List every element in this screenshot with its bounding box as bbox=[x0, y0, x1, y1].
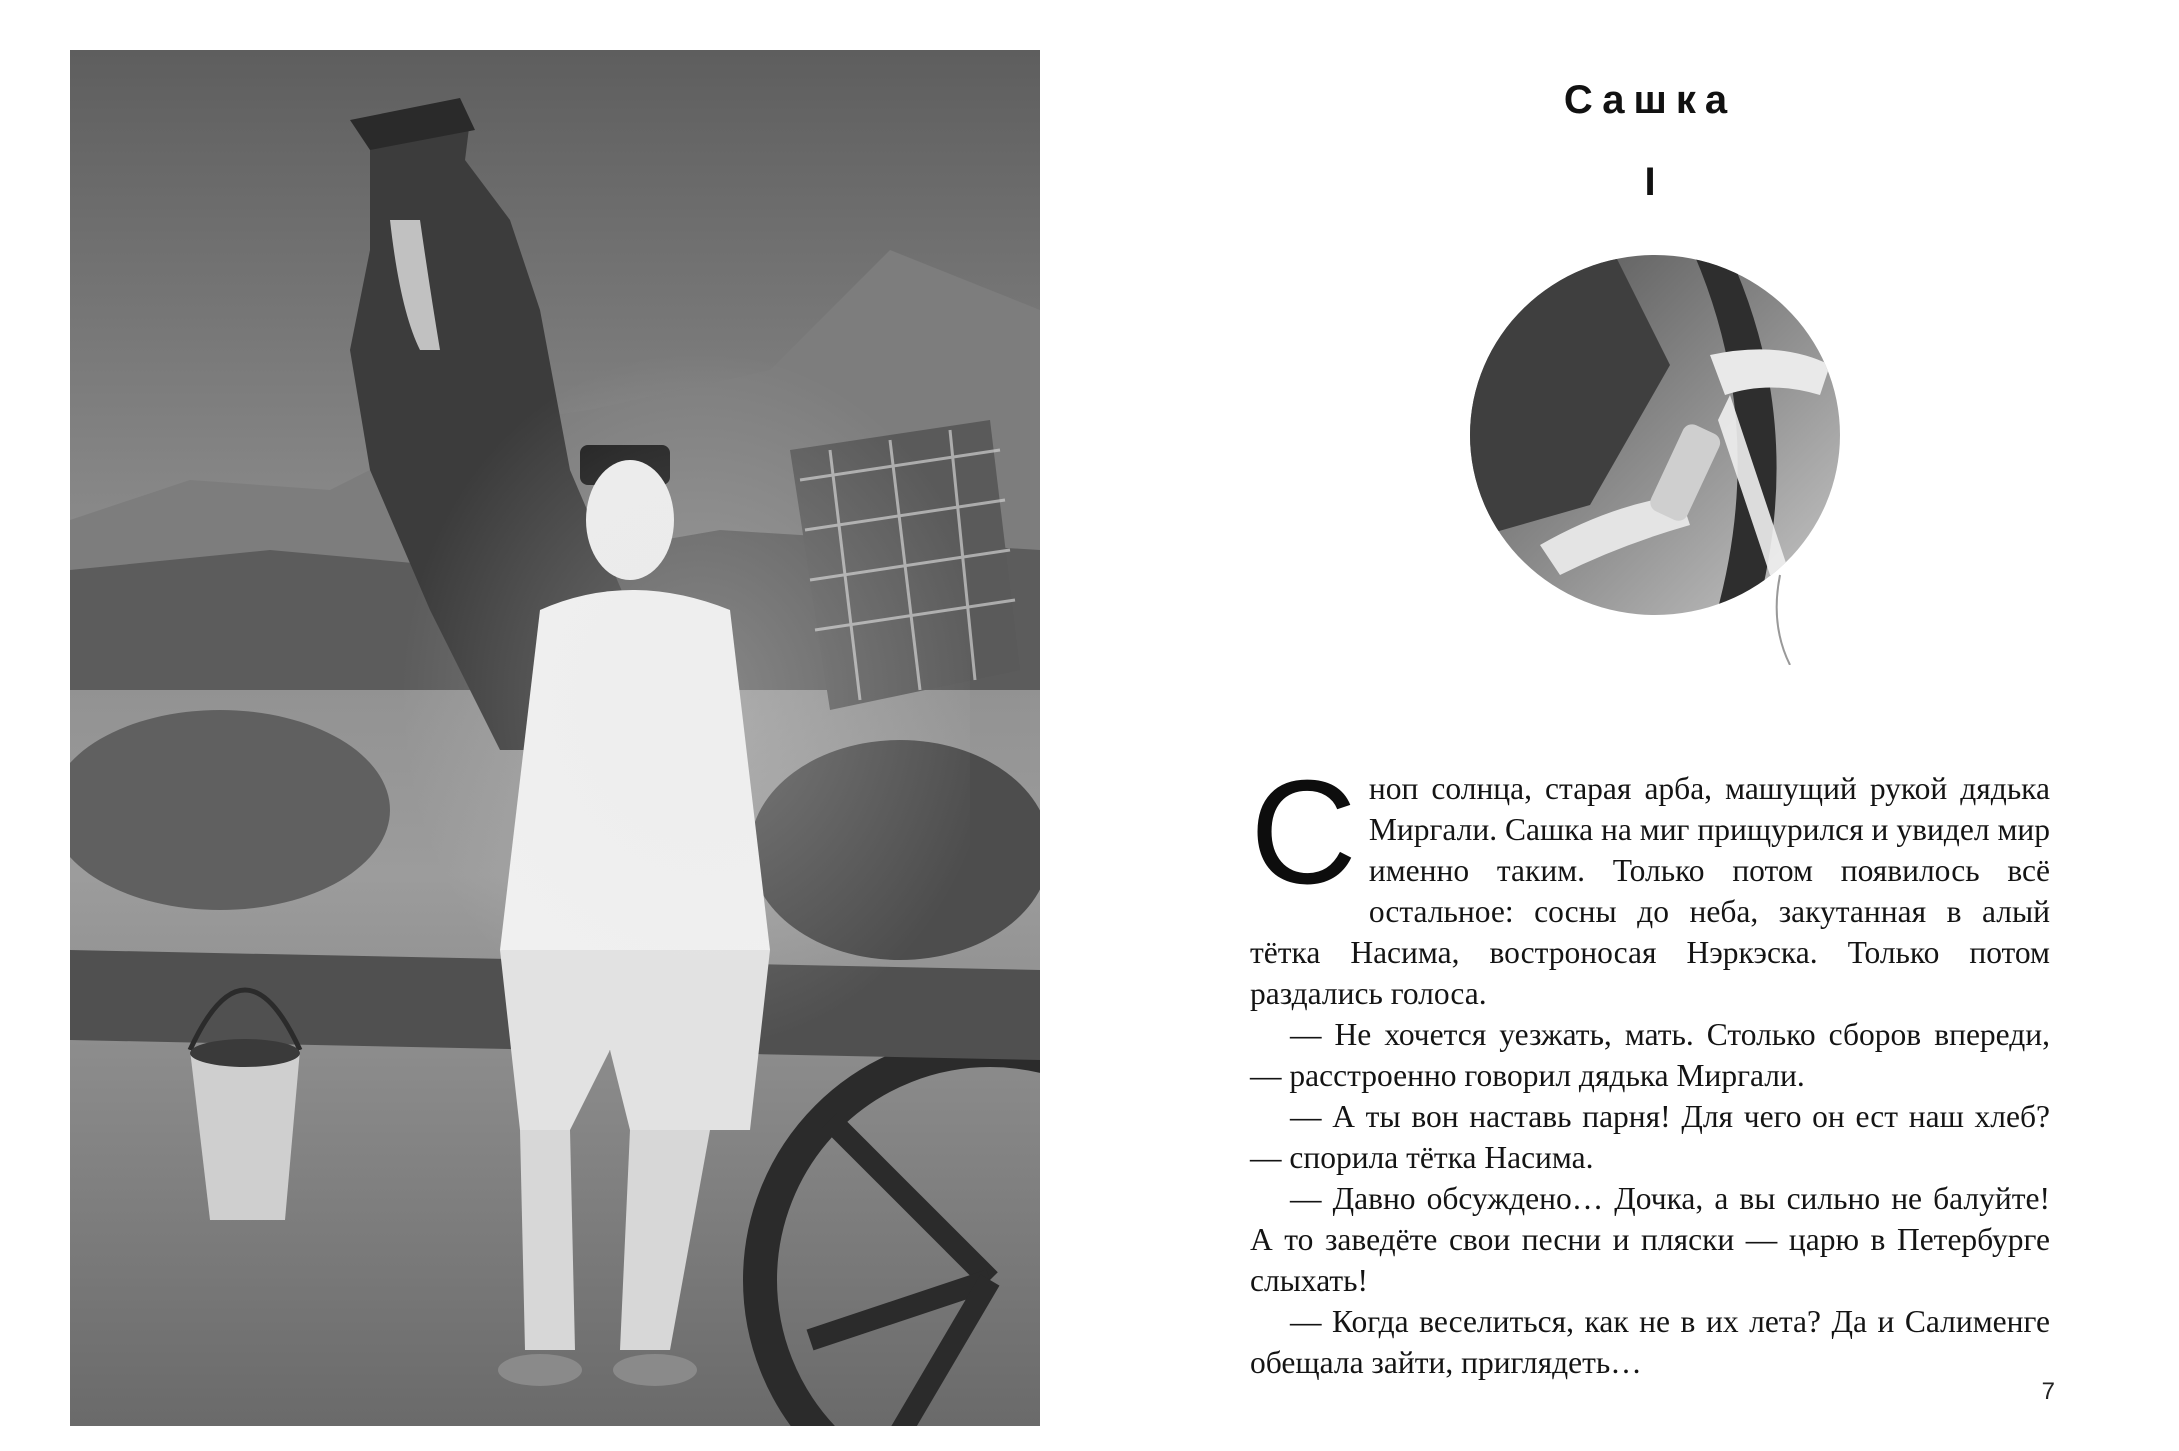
paragraph: — А ты вон наставь парня! Для чего он ест наш хлеб? — спорила тётка Насима. bbox=[1250, 1099, 2050, 1175]
drop-cap: С bbox=[1250, 750, 1357, 915]
vignette-drawing bbox=[1450, 245, 1870, 665]
paragraph: — Не хочется уезжать, мать. Столько сборов впереди, — расстроенно говорил дядька Миргали. bbox=[1250, 1017, 2050, 1093]
chapter-title: Сашка bbox=[1563, 78, 1737, 122]
chapter-vignette bbox=[1450, 245, 1870, 665]
paragraph: — Когда веселиться, как не в их лета? Да и Салименге обещала зайти, приглядеть… bbox=[1250, 1304, 2050, 1380]
paragraph-text: ноп солнца, старая арба, машущий рукой дядька Миргали. Сашка на миг прищурился и увидел мир именно таким. Только потом появилось всё остальное: сосны до неба, закутанная в алый тётка Насима, востроносая Нэркэска. Только потом раздались голоса. bbox=[1250, 771, 2050, 1011]
paragraph bbox=[1250, 750, 2050, 1014]
illustration-drawing bbox=[70, 50, 1040, 1426]
chapter-text bbox=[1250, 750, 2050, 1383]
section-number: I bbox=[1644, 160, 1656, 204]
paragraph: — Давно обсуждено… Дочка, а вы сильно не балуйте! А то заведёте свои песни и пляски — царю в Петербурге слыхать! bbox=[1250, 1181, 2050, 1298]
full-page-illustration bbox=[70, 50, 1040, 1426]
page-number: 7 bbox=[2041, 1378, 2055, 1405]
